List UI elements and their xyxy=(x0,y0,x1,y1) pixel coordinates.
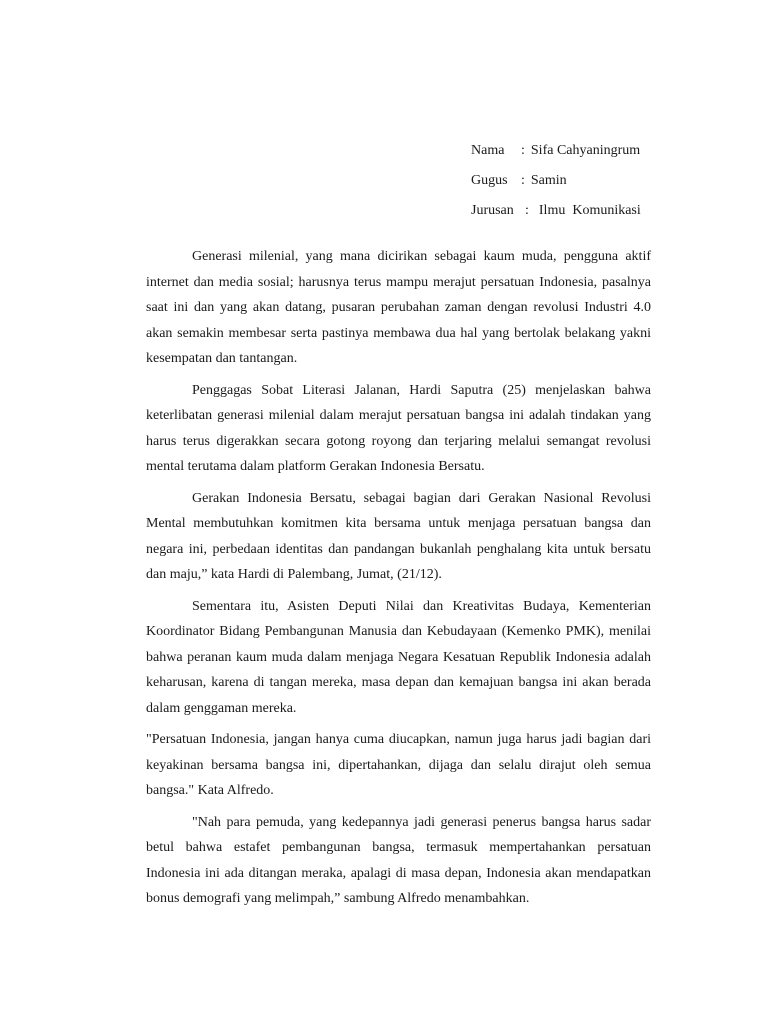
group-separator: : xyxy=(521,173,525,188)
name-label: Nama xyxy=(471,143,505,158)
major-row xyxy=(471,200,661,230)
paragraph-3: Gerakan Indonesia Bersatu, sebagai bagian dari Gerakan Nasional Revolusi Mental membutuhkan komitmen kita bersama untuk menjaga persatuan bangsa dan negara ini, perbedaan identitas dan pandangan bukanlah penghalang kita untuk bersatu dan maju,” kata Hardi di Palembang, Jumat, (21/12). xyxy=(146,490,651,582)
paragraph-2: Penggagas Sobat Literasi Jalanan, Hardi Saputra (25) menjelaskan bahwa keterlibatan generasi milenial dalam merajut persatuan bangsa ini adalah tindakan yang harus terus digerakkan secara gotong royong dan terjaring melalui semangat revolusi mental terutama dalam platform Gerakan Indonesia Bersatu. xyxy=(146,382,651,474)
group-label: Gugus xyxy=(471,173,508,188)
name-row xyxy=(471,140,661,170)
name-value: Sifa Cahyaningrum xyxy=(530,143,641,158)
group-value: Samin xyxy=(530,173,567,188)
student-info-block xyxy=(471,140,661,230)
paragraph-5-quote: "Persatuan Indonesia, jangan hanya cuma diucapkan, namun juga harus jadi bagian dari keyakinan bersama bangsa ini, dipertahankan, dijaga dan selalu dirajut oleh semua bangsa." Kata Alfredo. xyxy=(146,732,651,798)
major-value: Ilmu Komunikasi xyxy=(538,203,641,218)
major-separator: : xyxy=(525,203,529,218)
name-separator: : xyxy=(521,143,525,158)
paragraph-1: Generasi milenial, yang mana dicirikan sebagai kaum muda, pengguna aktif internet dan media sosial; harusnya terus mampu merajut persatuan Indonesia, pasalnya saat ini dan yang akan datang, pusaran perubahan zaman dengan revolusi Industri 4.0 akan semakin membesar serta pastinya membawa dua hal yang bertolak belakang yakni kesempatan dan tantangan. xyxy=(146,249,651,366)
essay-body xyxy=(146,244,651,918)
paragraph-4: Sementara itu, Asisten Deputi Nilai dan Kreativitas Budaya, Kementerian Koordinator Bidang Pembangunan Manusia dan Kebudayaan (Kemenko PMK), menilai bahwa peranan kaum muda dalam menjaga Negara Kesatuan Republik Indonesia adalah keharusan, karena di tangan mereka, masa depan dan kemajuan bangsa ini akan berada dalam genggaman mereka. xyxy=(146,598,651,716)
group-row xyxy=(471,170,661,200)
paragraph-6: "Nah para pemuda, yang kedepannya jadi generasi penerus bangsa harus sadar betul bahwa estafet pembangunan bangsa, termasuk mempertahankan persatuan Indonesia ini ada ditangan meraka, apalagi di masa depan, Indonesia akan mendapatkan bonus demografi yang melimpah,” sambung Alfredo menambahkan. xyxy=(146,814,651,906)
major-label: Jurusan xyxy=(471,203,514,218)
